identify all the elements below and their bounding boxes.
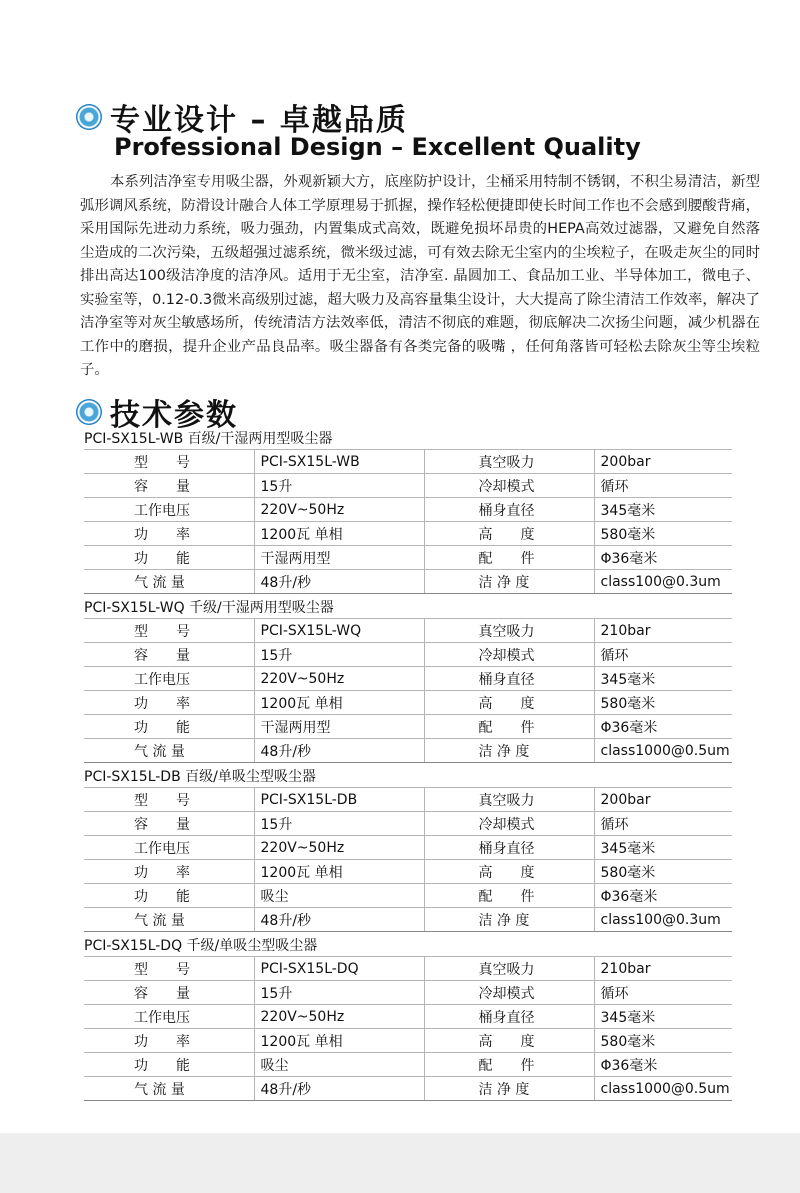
spec-value: 15升: [254, 812, 424, 836]
spec-label: 气 流 量: [84, 570, 254, 594]
spec-value: class1000@0.5um: [594, 739, 732, 763]
section-title: 专业设计 – 卓越品质: [110, 103, 408, 138]
spec-value: 220V~50Hz: [254, 498, 424, 522]
spec-table: [84, 618, 732, 763]
spec-label: 气 流 量: [84, 908, 254, 932]
spec-value: 1200瓦 单相: [254, 1029, 424, 1053]
spec-label: 功 能: [84, 1053, 254, 1077]
spec-row: [84, 1005, 732, 1029]
section-title: 技术参数: [110, 398, 238, 433]
spec-row: [84, 450, 732, 474]
spec-value: 循环: [594, 474, 732, 498]
spec-label: 功 率: [84, 691, 254, 715]
spec-label: 冷却模式: [424, 474, 594, 498]
spec-value: 220V~50Hz: [254, 836, 424, 860]
spec-label: 配 件: [424, 1053, 594, 1077]
spec-label: 型 号: [84, 788, 254, 812]
spec-value: 580毫米: [594, 1029, 732, 1053]
spec-row: [84, 715, 732, 739]
spec-row: [84, 739, 732, 763]
spec-label: 桶身直径: [424, 1005, 594, 1029]
circle-bullet-icon: [76, 399, 102, 425]
spec-label: 桶身直径: [424, 836, 594, 860]
spec-value: 220V~50Hz: [254, 667, 424, 691]
spec-value: Φ36毫米: [594, 1053, 732, 1077]
spec-row: [84, 667, 732, 691]
spec-table: [84, 787, 732, 932]
spec-row: [84, 860, 732, 884]
spec-label: 配 件: [424, 715, 594, 739]
circle-bullet-icon: [76, 104, 102, 130]
spec-row: [84, 812, 732, 836]
spec-value: 210bar: [594, 619, 732, 643]
spec-label: 真空吸力: [424, 450, 594, 474]
spec-value: 1200瓦 单相: [254, 691, 424, 715]
spec-value: 580毫米: [594, 522, 732, 546]
spec-row: [84, 1077, 732, 1101]
spec-value: 1200瓦 单相: [254, 522, 424, 546]
spec-label: 型 号: [84, 957, 254, 981]
spec-value: 48升/秒: [254, 908, 424, 932]
spec-label: 高 度: [424, 691, 594, 715]
spec-row: [84, 570, 732, 594]
spec-value: class100@0.3um: [594, 908, 732, 932]
spec-label: 气 流 量: [84, 1077, 254, 1101]
intro-paragraph: 本系列洁净室专用吸尘器，外观新颖大方，底座防护设计，尘桶采用特制不锈钢，不积尘易清洁，新型弧形调风系统，防滑设计融合人体工学原理易于抓握，操作轻松便捷即使长时间工作也不会感到腰酸背痛，采用国际先进动力系统，吸力强劲，内置集成式高效，既避免损坏昂贵的HEPA高效过滤器，又避免自然落尘造成的二次污染，五级超强过滤系统，微米级过滤，可有效去除无尘室内的尘埃粒子，在吸走灰尘的同时排出高达100级洁净度的洁净风。适用于无尘室，洁净室. 晶圆加工、食品加工业、半导体加工，微电子、实验室等，0.12-0.3微米高级别过滤，超大吸力及高容量集尘设计，大大提高了除尘清洁工作效率，解决了洁净室等对灰尘敏感场所，传统清洁方法效率低，清洁不彻底的难题，彻底解决二次扬尘问题，减少机器在工作中的磨损，提升企业产品良品率。吸尘器备有各类完备的吸嘴 ，任何角落皆可轻松去除灰尘等尘埃粒子。: [80, 174, 760, 378]
spec-table: [84, 449, 732, 594]
spec-value: 15升: [254, 474, 424, 498]
spec-label: 工作电压: [84, 836, 254, 860]
model-heading: PCI-SX15L-WQ 千级/干湿两用型吸尘器: [84, 600, 334, 616]
spec-label: 功 率: [84, 1029, 254, 1053]
spec-label: 工作电压: [84, 667, 254, 691]
spec-label: 配 件: [424, 546, 594, 570]
spec-label: 洁 净 度: [424, 1077, 594, 1101]
spec-row: [84, 1029, 732, 1053]
spec-label: 真空吸力: [424, 619, 594, 643]
spec-label: 气 流 量: [84, 739, 254, 763]
spec-row: [84, 498, 732, 522]
spec-label: 工作电压: [84, 1005, 254, 1029]
spec-row: [84, 884, 732, 908]
spec-label: 功 率: [84, 522, 254, 546]
spec-label: 配 件: [424, 884, 594, 908]
spec-row: [84, 908, 732, 932]
spec-label: 功 能: [84, 546, 254, 570]
spec-value: 580毫米: [594, 691, 732, 715]
spec-value: 200bar: [594, 788, 732, 812]
spec-label: 冷却模式: [424, 643, 594, 667]
spec-label: 真空吸力: [424, 957, 594, 981]
spec-value: 循环: [594, 812, 732, 836]
spec-row: [84, 643, 732, 667]
spec-label: 桶身直径: [424, 498, 594, 522]
spec-label: 桶身直径: [424, 667, 594, 691]
spec-label: 功 能: [84, 715, 254, 739]
spec-value: 循环: [594, 981, 732, 1005]
spec-value: 48升/秒: [254, 739, 424, 763]
spec-value: 吸尘: [254, 884, 424, 908]
spec-label: 洁 净 度: [424, 739, 594, 763]
spec-label: 工作电压: [84, 498, 254, 522]
spec-value: PCI-SX15L-DQ: [254, 957, 424, 981]
section-subtitle-english: Professional Design – Excellent Quality: [114, 133, 641, 161]
spec-label: 容 量: [84, 643, 254, 667]
spec-label: 容 量: [84, 812, 254, 836]
spec-row: [84, 474, 732, 498]
spec-value: Φ36毫米: [594, 884, 732, 908]
spec-row: [84, 981, 732, 1005]
spec-label: 功 率: [84, 860, 254, 884]
spec-row: [84, 836, 732, 860]
page-bottom-band: [0, 1133, 800, 1193]
spec-label: 洁 净 度: [424, 570, 594, 594]
spec-value: PCI-SX15L-DB: [254, 788, 424, 812]
spec-row: [84, 788, 732, 812]
spec-value: 循环: [594, 643, 732, 667]
spec-value: Φ36毫米: [594, 546, 732, 570]
spec-label: 高 度: [424, 522, 594, 546]
model-heading: PCI-SX15L-WB 百级/干湿两用型吸尘器: [84, 431, 333, 447]
spec-value: class100@0.3um: [594, 570, 732, 594]
spec-value: 220V~50Hz: [254, 1005, 424, 1029]
spec-value: 210bar: [594, 957, 732, 981]
spec-row: [84, 1053, 732, 1077]
spec-value: 干湿两用型: [254, 546, 424, 570]
spec-label: 高 度: [424, 1029, 594, 1053]
spec-row: [84, 546, 732, 570]
spec-value: class1000@0.5um: [594, 1077, 732, 1101]
spec-value: 200bar: [594, 450, 732, 474]
spec-value: 吸尘: [254, 1053, 424, 1077]
spec-label: 功 能: [84, 884, 254, 908]
spec-row: [84, 691, 732, 715]
spec-value: 干湿两用型: [254, 715, 424, 739]
spec-value: 1200瓦 单相: [254, 860, 424, 884]
spec-value: 48升/秒: [254, 570, 424, 594]
spec-label: 冷却模式: [424, 812, 594, 836]
spec-label: 冷却模式: [424, 981, 594, 1005]
spec-value: 345毫米: [594, 498, 732, 522]
spec-label: 型 号: [84, 619, 254, 643]
spec-row: [84, 522, 732, 546]
spec-value: 580毫米: [594, 860, 732, 884]
spec-label: 容 量: [84, 981, 254, 1005]
model-heading: PCI-SX15L-DQ 千级/单吸尘型吸尘器: [84, 938, 318, 954]
spec-value: 345毫米: [594, 1005, 732, 1029]
spec-value: 15升: [254, 643, 424, 667]
spec-table: [84, 956, 732, 1101]
spec-value: 345毫米: [594, 836, 732, 860]
spec-label: 真空吸力: [424, 788, 594, 812]
model-heading: PCI-SX15L-DB 百级/单吸尘型吸尘器: [84, 769, 316, 785]
spec-value: 15升: [254, 981, 424, 1005]
spec-label: 容 量: [84, 474, 254, 498]
spec-label: 洁 净 度: [424, 908, 594, 932]
spec-value: Φ36毫米: [594, 715, 732, 739]
spec-value: 345毫米: [594, 667, 732, 691]
spec-label: 高 度: [424, 860, 594, 884]
spec-value: PCI-SX15L-WB: [254, 450, 424, 474]
spec-row: [84, 619, 732, 643]
spec-value: 48升/秒: [254, 1077, 424, 1101]
spec-value: PCI-SX15L-WQ: [254, 619, 424, 643]
spec-row: [84, 957, 732, 981]
spec-label: 型 号: [84, 450, 254, 474]
